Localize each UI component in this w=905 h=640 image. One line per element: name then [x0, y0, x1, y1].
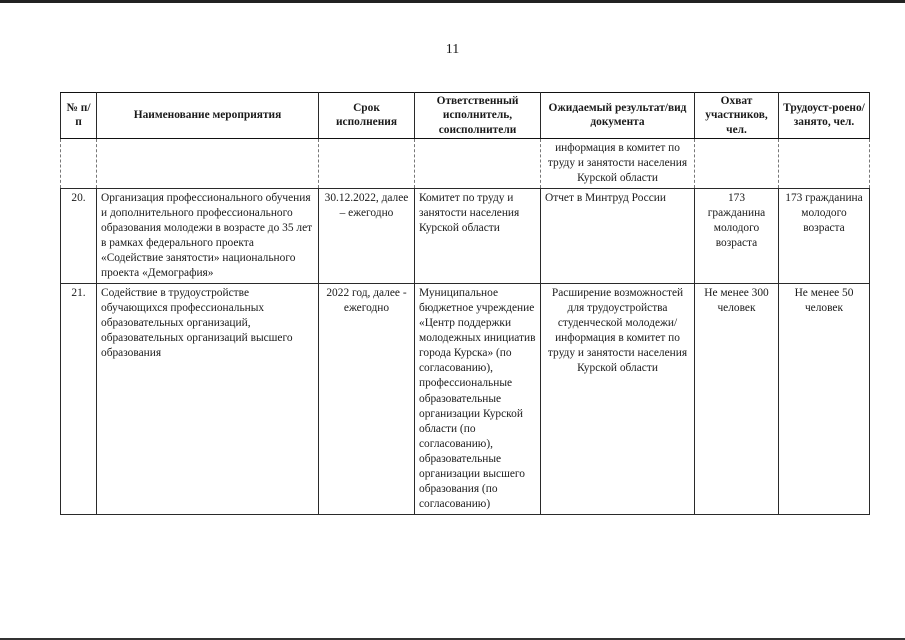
table-row	[61, 188, 870, 283]
row-responsible: Муниципальное бюджетное учреждение «Центр поддержки молодежных инициатив города Курска» (по согласованию), профессиональные образовательные организации Курской области (по согласованию), образовательные организации высшего образования (по согласованию)	[415, 284, 541, 515]
row-coverage: 173 гражданина молодого возраста	[695, 188, 779, 283]
table-header-row	[61, 93, 870, 139]
cont-cell-number	[61, 138, 97, 188]
table-row	[61, 284, 870, 515]
row-number: 20.	[61, 188, 97, 283]
row-deadline: 2022 год, далее - ежегодно	[319, 284, 415, 515]
continuation-row	[61, 138, 870, 188]
page-number: 11	[445, 42, 460, 57]
row-name: Содействие в трудоустройстве обучающихся профессиональных образовательных организаций, образовательных организаций высшего образования	[97, 284, 319, 515]
header-name: Наименование мероприятия	[97, 93, 319, 139]
header-number: № п/п	[61, 93, 97, 139]
row-name: Организация профессионального обучения и дополнительного профессионального образования молодежи в возрасте до 35 лет в рамках федерального проекта «Содействие занятости» национального проекта «Демография»	[97, 188, 319, 283]
scan-top-edge	[0, 0, 905, 3]
row-employed: Не менее 50 человек	[779, 284, 870, 515]
row-number: 21.	[61, 284, 97, 515]
header-responsible: Ответственный исполнитель, соисполнители	[415, 93, 541, 139]
cont-cell-responsible	[415, 138, 541, 188]
row-coverage: Не менее 300 человек	[695, 284, 779, 515]
row-result: Отчет в Минтруд России	[541, 188, 695, 283]
header-deadline: Срок исполнения	[319, 93, 415, 139]
row-result: Расширение возможностей для трудоустройства студенческой молодежи/ информация в комитет по труду и занятости населения Курской области	[541, 284, 695, 515]
row-responsible: Комитет по труду и занятости населения Курской области	[415, 188, 541, 283]
cont-cell-coverage	[695, 138, 779, 188]
cont-cell-result: информация в комитет по труду и занятости населения Курской области	[541, 138, 695, 188]
row-employed: 173 гражданина молодого возраста	[779, 188, 870, 283]
cont-cell-deadline	[319, 138, 415, 188]
cont-cell-name	[97, 138, 319, 188]
header-employed: Трудоуст-роено/занято, чел.	[779, 93, 870, 139]
header-result: Ожидаемый результат/вид документа	[541, 93, 695, 139]
measures-table	[60, 92, 870, 515]
cont-cell-employed	[779, 138, 870, 188]
header-coverage: Охват участников, чел.	[695, 93, 779, 139]
row-deadline: 30.12.2022, далее – ежегодно	[319, 188, 415, 283]
